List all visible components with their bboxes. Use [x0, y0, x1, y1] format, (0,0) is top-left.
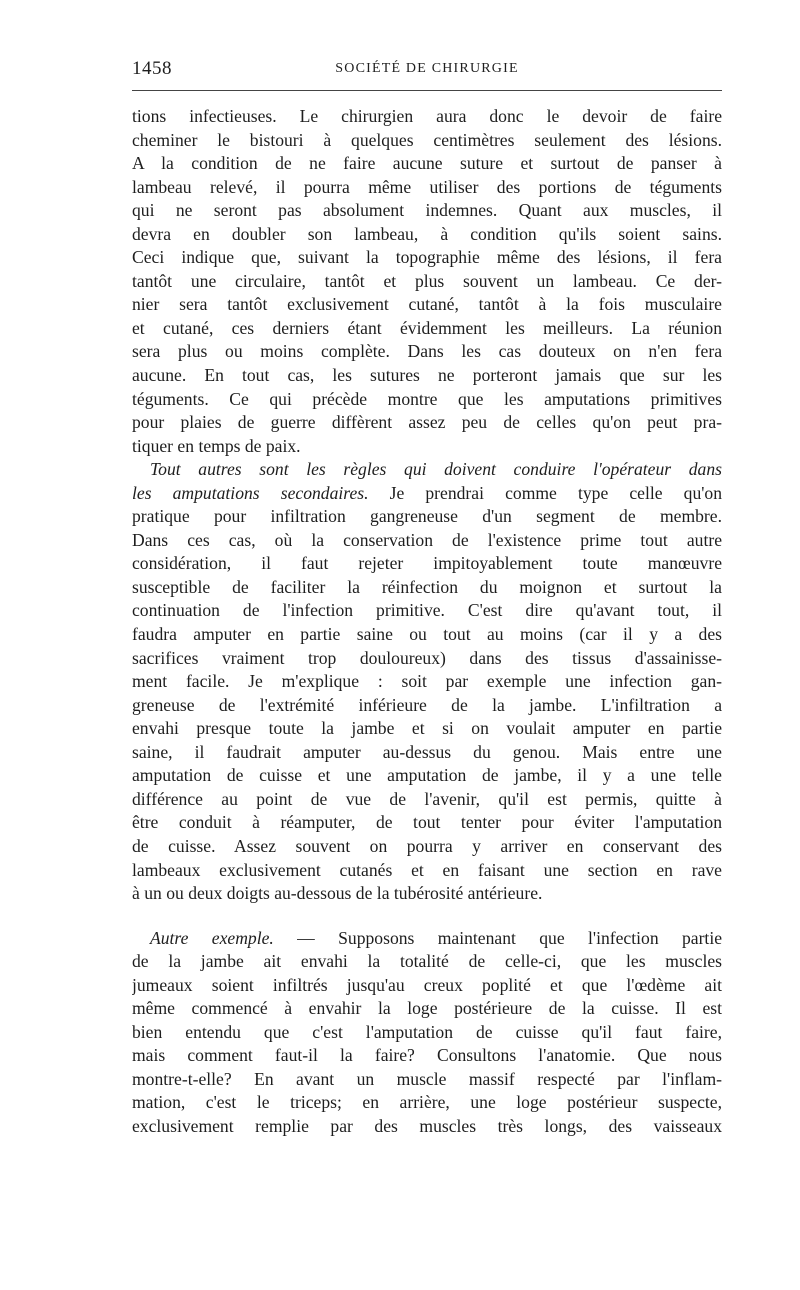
text-line: Ceci indique que, suivant la topographie même des lésions, il fera: [132, 247, 722, 268]
italic-phrase: Tout autres sont les règles qui doivent conduire l'opérateur dans: [150, 459, 722, 480]
text-line: considération, il faut rejeter impitoyablement toute manœuvre: [132, 553, 722, 574]
text-line: Dans ces cas, où la conservation de l'existence prime tout autre: [132, 529, 722, 550]
text-line: de cuisse. Assez souvent on pourra y arriver en conservant des: [132, 835, 722, 856]
text-line: de la jambe ait envahi la totalité de celle-ci, que les muscles: [132, 951, 722, 972]
text-line: exclusivement remplie par des muscles très longs, des vaisseaux: [132, 1115, 722, 1136]
text-line: tantôt une circulaire, tantôt et plus souvent un lambeau. Ce der-: [132, 270, 722, 291]
text-line: qui ne seront pas absolument indemnes. Quant aux muscles, il: [132, 200, 722, 221]
text-line: nier sera tantôt exclusivement cutané, tantôt à la fois musculaire: [132, 294, 722, 315]
text-line: [132, 482, 722, 506]
text-line: sera plus ou moins complète. Dans les cas douteux on n'en fera: [132, 341, 722, 362]
text-line: à un ou deux doigts au-dessous de la tubérosité antérieure.: [132, 883, 543, 904]
text-line: différence au point de vue de l'avenir, qu'il est permis, quitte à: [132, 788, 722, 809]
paragraph-2: [132, 458, 722, 905]
header-rule: [132, 90, 722, 91]
text-line: pratique pour infiltration gangreneuse d'un segment de membre.: [132, 506, 722, 527]
text-line: et cutané, ces derniers étant évidemment les meilleurs. La réunion: [132, 317, 722, 338]
text-line: être conduit à réamputer, de tout tenter pour éviter l'amputation: [132, 812, 722, 833]
text-line: aucune. En tout cas, les sutures ne porteront jamais que sur les: [132, 365, 722, 386]
paragraph-1: [132, 105, 722, 458]
paragraph-3: [132, 927, 722, 1139]
text-line: sacrifices vraiment trop douloureux) dans des tissus d'assainisse-: [132, 647, 722, 668]
text-line: jumeaux soient infiltrés jusqu'au creux poplité et que l'œdème ait: [132, 974, 722, 995]
text-line: amputation de cuisse et une amputation de jambe, il y a une telle: [132, 765, 722, 786]
text-line: bien entendu que c'est l'amputation de cuisse qu'il faut faire,: [132, 1021, 722, 1042]
text-line: tions infectieuses. Le chirurgien aura donc le devoir de faire: [132, 106, 722, 126]
text-line: téguments. Ce qui précède montre que les amputations primitives: [132, 388, 722, 409]
text-line: continuation de l'infection primitive. C'est dire qu'avant tout, il: [132, 600, 722, 621]
text-line: envahi presque toute la jambe et si on voulait amputer en partie: [132, 718, 722, 739]
text-line: susceptible de faciliter la réinfection du moignon et surtout la: [132, 576, 722, 597]
text-line: cheminer le bistouri à quelques centimètres seulement des lésions.: [132, 129, 722, 150]
text-line: même commencé à envahir la loge postérieure de la cuisse. Il est: [132, 998, 722, 1019]
text-line: [132, 927, 722, 951]
text-line: montre-t-elle? En avant un muscle massif respecté par l'inflam-: [132, 1068, 722, 1089]
text-line: lambeaux exclusivement cutanés et en faisant une section en rave: [132, 859, 722, 880]
text-line: pour plaies de guerre diffèrent assez peu de celles qu'on peut pra-: [132, 412, 722, 433]
book-page: [132, 52, 722, 1139]
italic-phrase: Autre exemple.: [150, 927, 274, 948]
text-line: faudra amputer en partie saine ou tout au moins (car il y a des: [132, 624, 722, 645]
running-head: SOCIÉTÉ DE CHIRURGIE: [335, 61, 519, 76]
text-line: mais comment faut-il la faire? Consultons l'anatomie. Que nous: [132, 1045, 722, 1066]
text-line: lambeau relevé, il pourra même utiliser des portions de téguments: [132, 176, 722, 197]
text-run: Je prendrai comme type celle qu'on: [368, 482, 722, 503]
page-header: [132, 52, 722, 90]
text-line: tiquer en temps de paix.: [132, 435, 301, 456]
text-line: ment facile. Je m'explique : soit par exemple une infection gan-: [132, 671, 722, 692]
text-line: mation, c'est le triceps; en arrière, une loge postérieur suspecte,: [132, 1092, 722, 1113]
text-run: — Supposons maintenant que l'infection partie: [273, 927, 722, 948]
text-line: saine, il faudrait amputer au-dessus du genou. Mais entre une: [132, 741, 722, 762]
text-line: [132, 458, 722, 482]
italic-phrase: les amputations secondaires.: [132, 482, 369, 503]
text-line: greneuse de l'extrémité inférieure de la jambe. L'infiltration a: [132, 694, 722, 715]
text-line: A la condition de ne faire aucune suture et surtout de panser à: [132, 153, 722, 174]
text-line: devra en doubler son lambeau, à condition qu'ils soient sains.: [132, 223, 722, 244]
page-number: 1458: [132, 58, 172, 79]
